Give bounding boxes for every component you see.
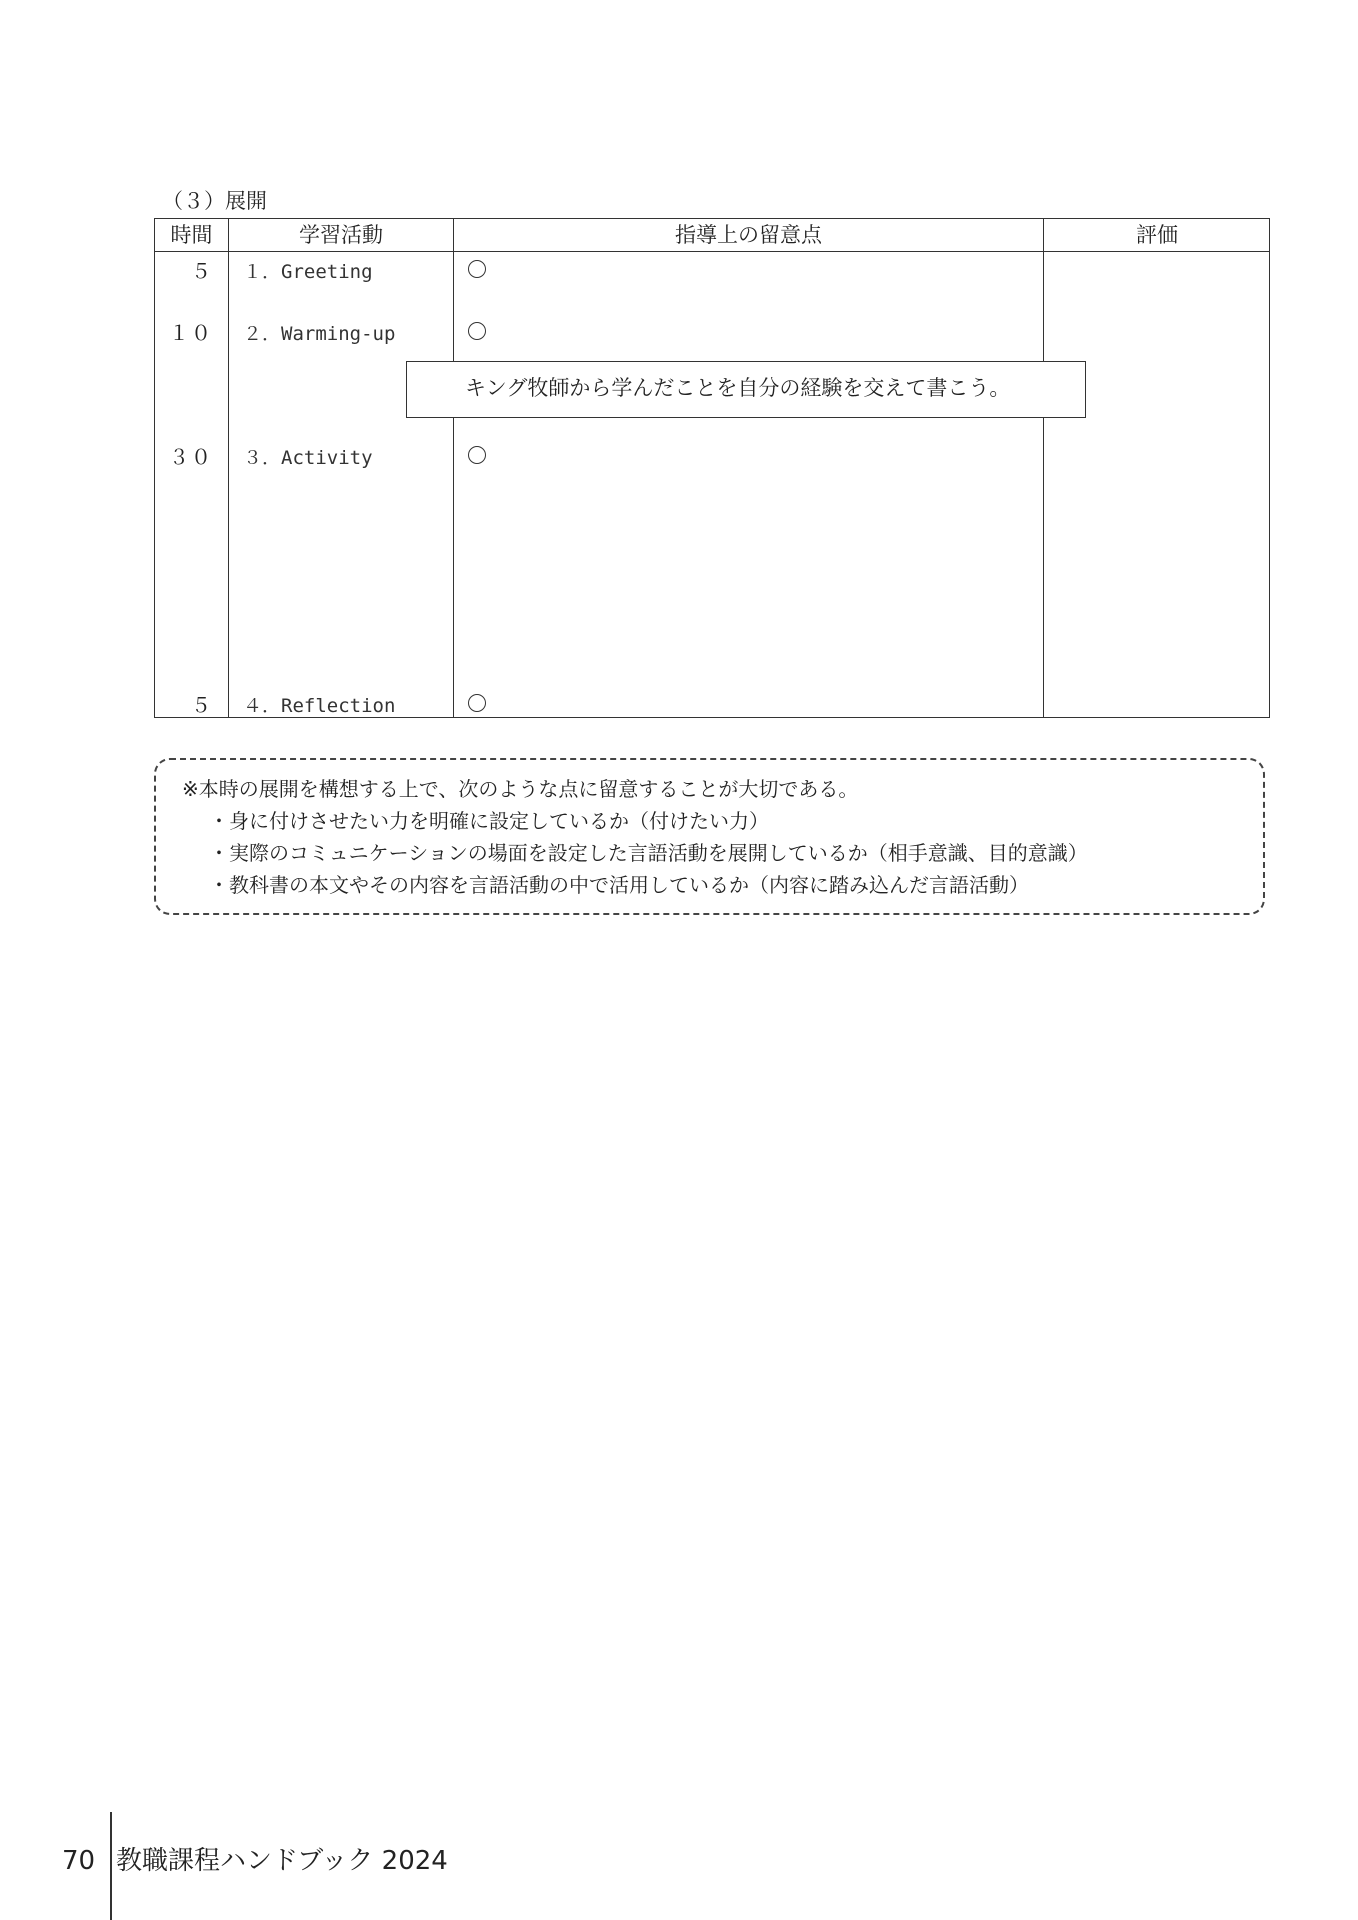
note-heading: ※本時の展開を構想する上で、次のような点に留意することが大切である。 — [182, 777, 859, 801]
footer-title: 教職課程ハンドブック 2024 — [116, 1846, 448, 1876]
row-activity: １．Greeting — [243, 261, 373, 283]
column-divider — [228, 219, 229, 717]
column-divider — [453, 219, 454, 717]
circle-mark — [468, 322, 486, 340]
row-time: ３０ — [169, 445, 213, 469]
row-time: ５ — [191, 259, 213, 283]
note-bullet: ・実際のコミュニケーションの場面を設定した言語活動を展開しているか（相手意識、目的意識） — [209, 841, 1088, 865]
header-evaluation: 評価 — [1136, 223, 1178, 247]
lesson-goal-text: キング牧師から学んだことを自分の経験を交えて書こう。 — [465, 376, 1011, 400]
row-activity: ２．Warming-up — [243, 323, 396, 345]
page-number: 70 — [62, 1846, 96, 1876]
lesson-goal-box — [406, 361, 1086, 418]
note-bullet: ・教科書の本文やその内容を言語活動の中で活用しているか（内容に踏み込んだ言語活動） — [209, 873, 1029, 897]
row-activity: ４．Reflection — [243, 695, 396, 717]
lesson-plan-table — [154, 218, 1270, 718]
footer-divider — [110, 1812, 112, 1920]
column-divider — [1043, 219, 1044, 717]
row-activity: ３．Activity — [243, 447, 373, 469]
row-time: ５ — [191, 693, 213, 717]
circle-mark — [468, 694, 486, 712]
circle-mark — [468, 446, 486, 464]
row-time: １０ — [169, 321, 213, 345]
header-notes: 指導上の留意点 — [675, 223, 822, 247]
header-time: 時間 — [170, 223, 213, 247]
note-bullet: ・身に付けさせたい力を明確に設定しているか（付けたい力） — [209, 809, 769, 833]
header-activity: 学習活動 — [299, 223, 383, 247]
section-heading: （３）展開 — [162, 189, 267, 213]
note-box — [154, 758, 1265, 915]
circle-mark — [468, 260, 486, 278]
